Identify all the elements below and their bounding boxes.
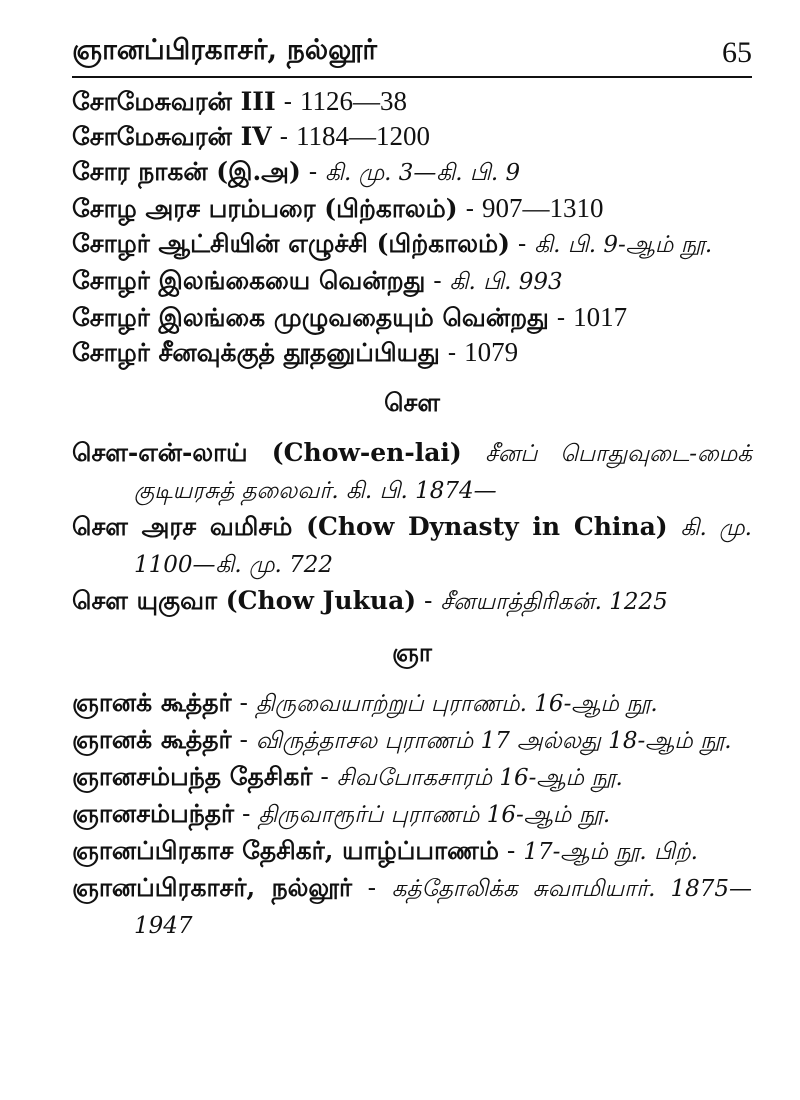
entry-separator: - <box>548 303 574 332</box>
entry-separator: - <box>509 229 535 258</box>
entry-description: கி. பி. 993 <box>449 269 563 295</box>
entry-heading: சோழர் ஆட்சியின் எழுச்சி (பிற்காலம்) <box>72 229 510 258</box>
entry-heading: ஞானக் கூத்தர் <box>72 725 232 754</box>
entry-heading: ஞானப்பிரகாச தேசிகர், யாழ்ப்பாணம் <box>72 836 499 865</box>
entry-description: திருவையாற்றுப் புராணம். 16-ஆம் நூ. <box>255 691 658 717</box>
entry-separator <box>462 438 485 467</box>
index-entry <box>72 191 752 226</box>
index-entry <box>72 759 752 796</box>
section-heading-chow: சௌ <box>384 388 440 417</box>
entry-heading: சோழர் இலங்கை முழுவதையும் வென்றது <box>72 303 549 332</box>
entry-list-chow <box>72 435 752 620</box>
entry-description: சிவபோகசாரம் 16-ஆம் நூ. <box>336 765 623 791</box>
entry-description: சீனயாத்திரிகன். 1225 <box>440 589 668 615</box>
entry-list-top <box>72 84 752 370</box>
index-entry <box>72 226 752 263</box>
index-entry <box>72 435 752 509</box>
entry-separator: - <box>498 836 524 865</box>
entry-heading: ஞானப்பிரகாசர், நல்லூர் <box>72 873 353 902</box>
entry-heading: சௌ-என்-லாய் (Chow-en-lai) <box>72 438 462 467</box>
index-entry <box>72 84 752 119</box>
index-entry <box>72 833 752 870</box>
section-heading-gna: ஞா <box>392 638 432 667</box>
index-entry <box>72 583 752 620</box>
entry-description: கத்தோலிக்க சுவாமியார். 1875—1947 <box>134 876 752 939</box>
index-entry <box>72 263 752 300</box>
index-entry <box>72 796 752 833</box>
entry-separator: - <box>416 586 441 615</box>
entry-date: 1079 <box>464 337 519 367</box>
index-entry <box>72 722 752 759</box>
entry-separator: - <box>352 873 392 902</box>
entry-heading: சௌ அரச வமிசம் (Chow Dynasty in China) <box>72 512 668 541</box>
entry-description: கி. பி. 9-ஆம் நூ. <box>534 232 713 258</box>
entry-separator <box>668 512 681 541</box>
page-number: 65 <box>722 36 752 69</box>
index-entry <box>72 154 752 191</box>
entry-heading: ஞானக் கூத்தர் <box>72 688 232 717</box>
entry-description: சீனப் பொதுவுடை-மைக் குடியரசுத் தலைவர். கி. பி. 1874— <box>134 441 752 504</box>
entry-description: திருவாரூர்ப் புராணம் 16-ஆம் நூ. <box>258 802 611 828</box>
index-entry <box>72 300 752 335</box>
entry-heading: சோழர் இலங்கையை வென்றது <box>72 266 426 295</box>
entry-heading: ஞானசம்பந்த தேசிகர் <box>72 762 313 791</box>
entry-heading: சோழர் சீனவுக்குத் தூதனுப்பியது <box>72 338 440 367</box>
entry-heading: சோமேசுவரன் IV <box>72 122 272 151</box>
entry-date: 1126—38 <box>300 86 408 116</box>
entry-heading: சௌ யுகுவா (Chow Jukua) <box>72 586 417 615</box>
running-title: ஞானப்பிரகாசர், நல்லூர் <box>72 33 377 66</box>
entry-date: 907—1310 <box>481 193 604 223</box>
header-rule <box>72 76 752 78</box>
index-entry <box>72 870 752 944</box>
entry-separator: - <box>275 87 301 116</box>
entry-date: 1184—1200 <box>296 121 431 151</box>
page-content <box>72 84 752 944</box>
entry-heading: ஞானசம்பந்தர் <box>72 799 235 828</box>
entry-description: கி. மு. 3—கி. பி. 9 <box>325 160 521 186</box>
entry-list-gna <box>72 685 752 944</box>
entry-separator: - <box>312 762 337 791</box>
entry-heading: சோழ அரச பரம்பரை (பிற்காலம்) <box>72 194 458 223</box>
entry-description: 17-ஆம் நூ. பிற். <box>523 839 698 865</box>
entry-separator: - <box>231 725 256 754</box>
page-header <box>72 28 752 70</box>
index-entry <box>72 119 752 154</box>
index-entry <box>72 685 752 722</box>
entry-separator: - <box>300 157 326 186</box>
entry-heading: சோர நாகன் (இ.அ) <box>72 157 301 186</box>
entry-description: கி. மு. 1100—கி. மு. 722 <box>134 515 752 578</box>
entry-date: 1017 <box>573 302 628 332</box>
entry-description: விருத்தாசல புராணம் 17 அல்லது 18-ஆம் நூ. <box>255 728 732 754</box>
entry-separator: - <box>231 688 256 717</box>
entry-separator: - <box>425 266 450 295</box>
index-entry <box>72 509 752 583</box>
entry-separator: - <box>457 194 482 223</box>
index-entry <box>72 335 752 370</box>
entry-separator: - <box>234 799 259 828</box>
entry-separator: - <box>271 122 297 151</box>
entry-heading: சோமேசுவரன் III <box>72 87 276 116</box>
entry-separator: - <box>439 338 465 367</box>
